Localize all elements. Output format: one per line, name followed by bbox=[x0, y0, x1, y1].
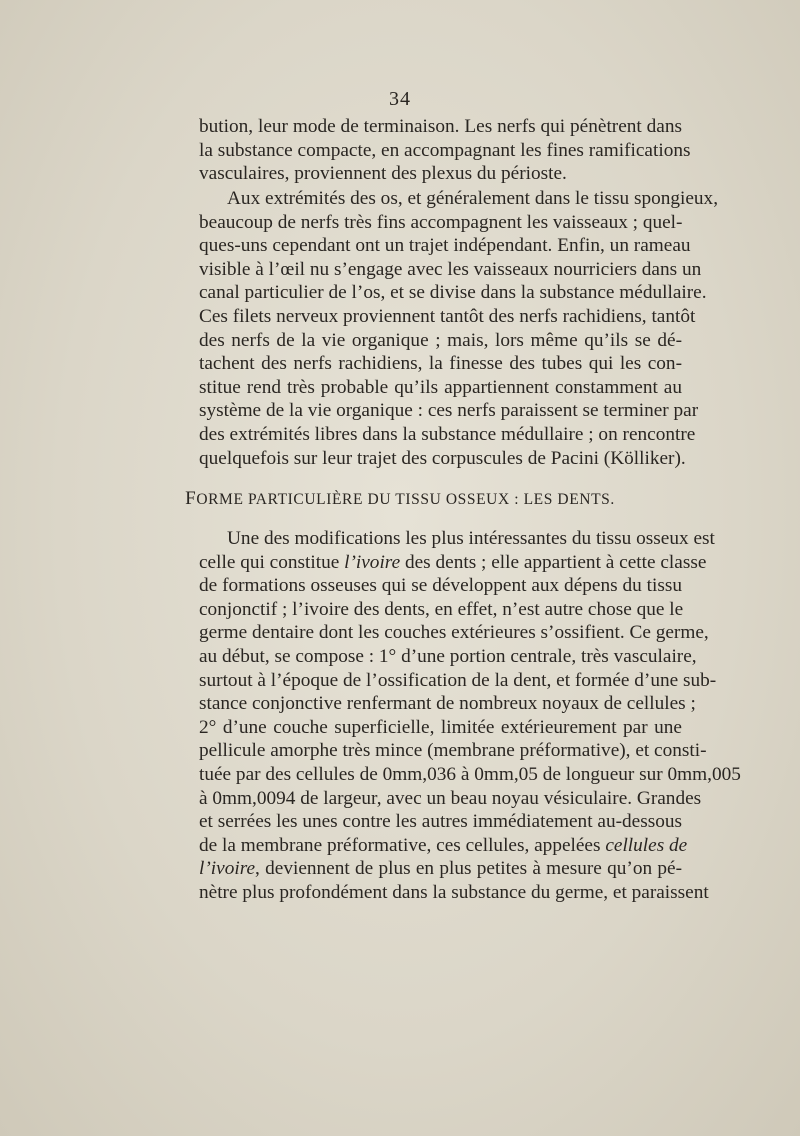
text-line: Aux extrémités des os, et généralement dans le tissu spongieux, bbox=[227, 188, 719, 209]
text-line: tuée par des cellules de 0mm,036 à 0mm,05 de longueur sur 0mm,005 bbox=[199, 763, 741, 785]
text-run: celle qui constitue bbox=[199, 551, 345, 573]
text-line: à 0mm,0094 de largeur, avec un beau noyau vésiculaire. Grandes bbox=[199, 787, 702, 809]
text-line bbox=[199, 834, 688, 858]
text-line: conjonctif ; l’ivoire des dents, en effet, n’est autre chose que le bbox=[199, 598, 684, 620]
text-line: des nerfs de la vie organique ; mais, lors même qu’ils se dé- bbox=[199, 329, 682, 351]
text-line: Une des modifications les plus intéressantes du tissu osseux est bbox=[227, 528, 715, 549]
text-run: des dents ; elle appartient à cette classe bbox=[400, 551, 707, 573]
text-line: au début, se compose : 1° d’une portion centrale, très vasculaire, bbox=[199, 645, 697, 667]
text-line bbox=[199, 857, 682, 881]
text-line: tachent des nerfs rachidiens, la finesse des tubes qui les con- bbox=[199, 353, 682, 375]
section-heading-initial: F bbox=[185, 488, 197, 509]
text-line: bution, leur mode de terminaison. Les nerfs qui pénètrent dans bbox=[199, 116, 682, 137]
paragraph-3 bbox=[199, 527, 741, 905]
text-line: canal particulier de l’os, et se divise dans la substance médullaire. bbox=[199, 282, 707, 304]
section-heading bbox=[0, 488, 800, 510]
text-line: la substance compacte, en accompagnant les fines ramifications bbox=[199, 139, 691, 161]
text-run: , deviennent de plus en plus petites à mesure qu’on pé- bbox=[255, 858, 682, 880]
page-number: 34 bbox=[389, 88, 411, 110]
text-line: beaucoup de nerfs très fins accompagnent les vaisseaux ; quel- bbox=[199, 211, 683, 233]
text-line: 2° d’une couche superficielle, limitée extérieurement par une bbox=[199, 716, 682, 738]
text-line: Ces filets nerveux proviennent tantôt des nerfs rachidiens, tantôt bbox=[199, 305, 696, 327]
text-line: vasculaires, proviennent des plexus du périoste. bbox=[199, 163, 567, 185]
text-line: système de la vie organique : ces nerfs paraissent se terminer par bbox=[199, 400, 699, 422]
text-line: surtout à l’époque de l’ossification de la dent, et formée d’une sub- bbox=[199, 669, 717, 691]
text-line: de formations osseuses qui se développent aux dépens du tissu bbox=[199, 575, 682, 597]
italic-term: l’ivoire bbox=[344, 551, 401, 573]
italic-term: cellules de bbox=[605, 834, 688, 856]
italic-term: l’ivoire bbox=[199, 858, 256, 880]
paragraph-1 bbox=[199, 115, 691, 186]
section-heading-text: ORME PARTICULIÈRE DU TISSU OSSEUX : LES DENTS. bbox=[196, 491, 615, 508]
text-line: et serrées les unes contre les autres immédiatement au-dessous bbox=[199, 811, 682, 833]
text-line: quelquefois sur leur trajet des corpuscules de Pacini (Kölliker). bbox=[199, 447, 686, 469]
text-line: visible à l’œil nu s’engage avec les vaisseaux nourriciers dans un bbox=[199, 258, 702, 280]
text-line: des extrémités libres dans la substance médullaire ; on rencontre bbox=[199, 423, 696, 445]
text-line: ques-uns cependant ont un trajet indépendant. Enfin, un rameau bbox=[199, 235, 691, 257]
text-line: stitue rend très probable qu’ils appartiennent constamment au bbox=[199, 376, 682, 398]
text-run: de la membrane préformative, ces cellules, appelées bbox=[199, 834, 606, 856]
text-line: stance conjonctive renfermant de nombreux noyaux de cellules ; bbox=[199, 693, 696, 715]
paragraph-2 bbox=[199, 187, 719, 470]
text-line: nètre plus profondément dans la substance du germe, et paraissent bbox=[199, 881, 709, 903]
text-line: germe dentaire dont les couches extérieures s’ossifient. Ce germe, bbox=[199, 622, 709, 644]
text-line bbox=[199, 551, 707, 575]
text-line: pellicule amorphe très mince (membrane préformative), et consti- bbox=[199, 740, 707, 762]
